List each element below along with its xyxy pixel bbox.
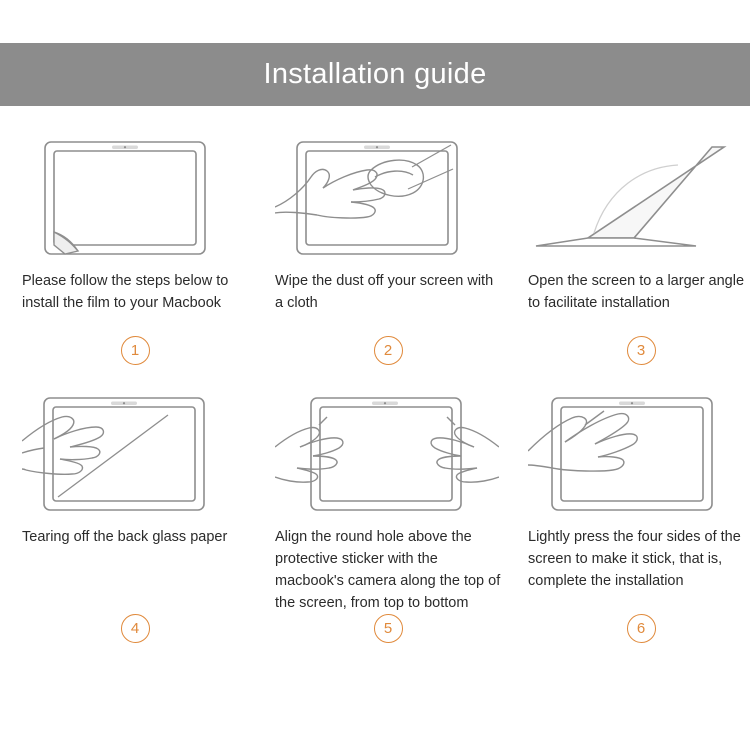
step-5-caption: Align the round hole above the protective sticker with the macbook's camera along the top of the screen, from top to bottom <box>275 529 501 611</box>
steps-row-1 <box>0 125 750 365</box>
step-2-number-wrap <box>275 336 501 365</box>
step-4-number-wrap <box>22 614 248 643</box>
step-5-number-wrap <box>275 614 501 643</box>
step-2-caption: Wipe the dust off your screen with a cloth <box>275 273 494 311</box>
step-5-number: 5 <box>374 614 403 643</box>
step-1-number: 1 <box>121 336 150 365</box>
step-6-caption: Lightly press the four sides of the screen to make it stick, that is, complete the installation <box>528 529 741 589</box>
header-banner <box>0 43 750 106</box>
step-4-number: 4 <box>121 614 150 643</box>
step-3-illustration <box>528 125 750 260</box>
page-title: Installation guide <box>263 58 487 90</box>
step-5-illustration <box>275 381 499 516</box>
step-card-1 <box>22 125 248 365</box>
step-1-caption: Please follow the steps below to install the film to your Macbook <box>22 273 229 311</box>
step-6-number: 6 <box>627 614 656 643</box>
step-2-illustration <box>275 125 499 260</box>
step-card-3 <box>528 125 750 365</box>
step-card-6 <box>528 381 750 643</box>
steps-row-2 <box>0 365 750 643</box>
step-card-4 <box>22 381 248 643</box>
step-card-5 <box>275 381 501 643</box>
step-6-number-wrap <box>528 614 750 643</box>
step-1-number-wrap <box>22 336 248 365</box>
steps-grid <box>0 125 750 643</box>
step-4-caption: Tearing off the back glass paper <box>22 529 228 545</box>
step-card-2 <box>275 125 501 365</box>
step-6-illustration <box>528 381 750 516</box>
step-1-illustration <box>22 125 246 260</box>
step-4-illustration <box>22 381 246 516</box>
step-3-number-wrap <box>528 336 750 365</box>
step-3-number: 3 <box>627 336 656 365</box>
step-3-caption: Open the screen to a larger angle to facilitate installation <box>528 273 745 311</box>
step-2-number: 2 <box>374 336 403 365</box>
